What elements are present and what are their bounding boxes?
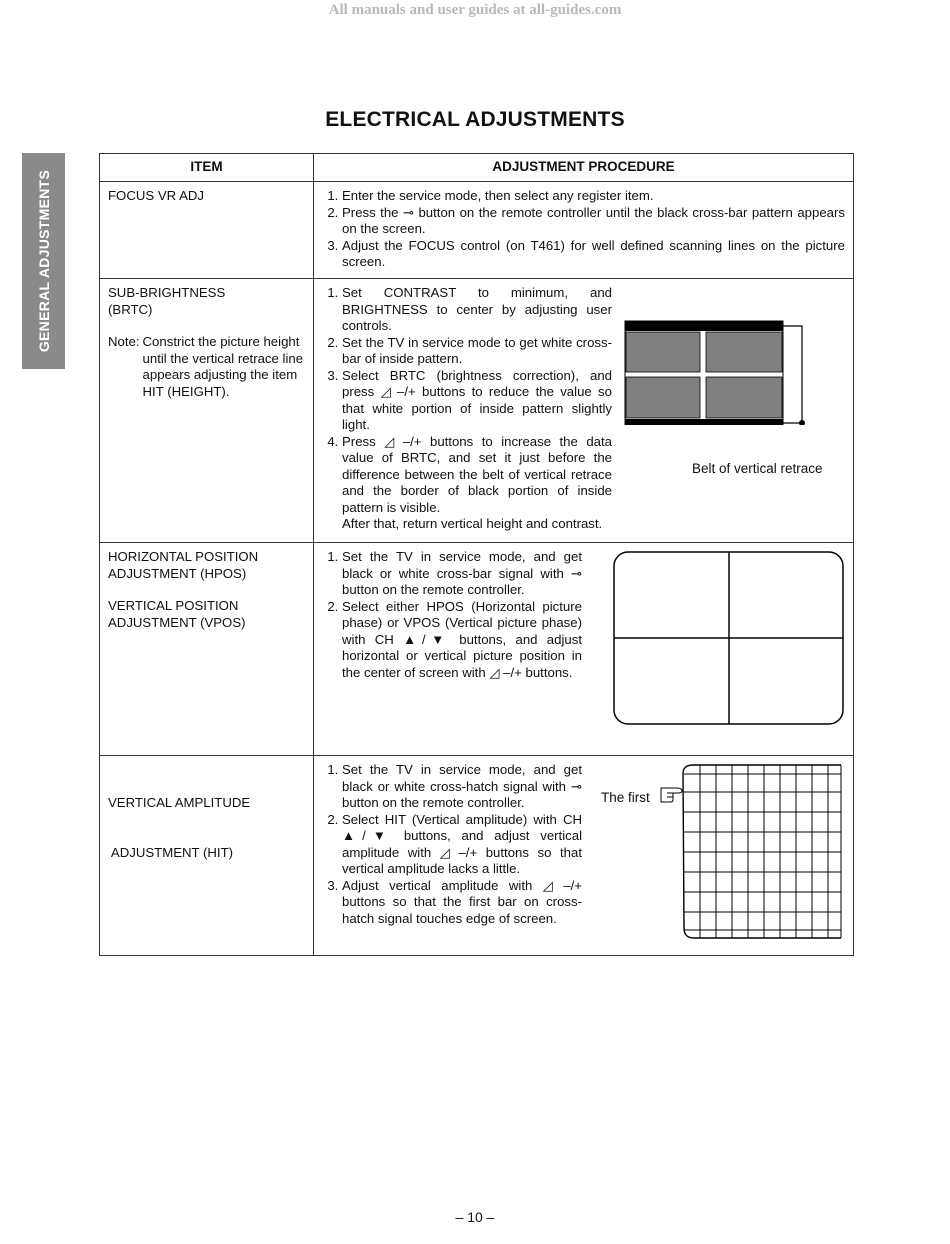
header-procedure: ADJUSTMENT PROCEDURE [314,154,854,182]
cross-hatch-figure [593,762,845,942]
item-subtitle: (BRTC) [108,301,153,317]
table-row-sub-brightness [100,279,854,543]
step: 1. Set the TV in service mode, and get black or white cross-hatch signal with ⊸ button on the remote controller. [342,762,582,812]
header-item: ITEM [100,154,314,182]
table-row-vertical-amplitude [100,756,854,956]
steps-list [322,285,612,533]
item-title: FOCUS VR ADJ [108,188,204,203]
cross-bar-pattern-diagram [620,285,845,425]
cross-hatch-diagram [593,762,845,942]
page-number: – 10 – [455,1209,495,1225]
the-first-label: The first [601,790,650,805]
step: 3. Adjust the FOCUS control (on T461) for well defined scanning lines on the picture screen. [342,238,845,271]
adjustment-table [99,153,854,956]
note-text: Constrict the picture height until the vertical retrace line appears adjusting the item HIT (HEIGHT). [142,334,304,399]
step: 2. Select either HPOS (Horizontal picture phase) or VPOS (Vertical picture phase) with CH ▲/▼ buttons, and adjust horizontal or vertical picture position in the center of screen with ◿ –/+ buttons. [342,599,582,682]
table-row-position [100,543,854,756]
item-subtitle: ADJUSTMENT (HPOS) [108,565,247,581]
step: 1. Set CONTRAST to minimum, and BRIGHTNESS to center by adjusting user controls. [342,285,612,335]
step: 2. Press the ⊸ button on the remote controller until the black cross-bar pattern appears on the screen. [342,205,845,238]
item-title: HORIZONTAL POSITION [108,549,259,564]
step: 3. Select BRTC (brightness correction), and press ◿ –/+ buttons to reduce the value so that white portion of inside pattern slightly light. [342,368,612,434]
procedure-cell [314,543,854,756]
item-cell [100,279,314,543]
item-title: SUB-BRIGHTNESS [108,285,226,300]
item-subtitle: ADJUSTMENT (VPOS) [108,614,246,630]
item-title: VERTICAL POSITION [108,598,239,613]
steps-list [322,549,582,729]
note-label: Note: [108,334,140,349]
procedure-cell [314,279,854,543]
table-row-focus [100,182,854,279]
table-header-row [100,154,854,182]
step: 1. Enter the service mode, then select any register item. [342,188,845,205]
page-title: ELECTRICAL ADJUSTMENTS [325,108,625,131]
item-cell [100,543,314,756]
side-tab-label: GENERAL ADJUSTMENTS [35,169,52,353]
steps-list [322,762,582,942]
item-subtitle: ADJUSTMENT (HIT) [108,844,234,860]
cross-bar-screen-figure [609,549,845,729]
side-tab [22,153,65,369]
procedure-cell [314,182,854,279]
watermark: All manuals and user guides at all-guides.com [328,2,622,18]
steps-list [322,188,845,271]
item-cell [100,182,314,279]
step: 4. Press ◿ –/+ buttons to increase the data value of BRTC, and set it just before the difference between the belt of vertical retrace and the border of black portion of inside pattern is visible. After that, return vertical height and contrast. [342,434,612,533]
item-note [108,334,305,400]
brightness-figure [620,285,845,476]
item-cell [100,756,314,956]
cross-bar-screen-diagram [609,549,845,729]
step: 1. Set the TV in service mode, and get black or white cross-bar signal with ⊸ button on the remote controller. [342,549,582,599]
pointing-hand-icon [661,788,682,802]
step: 2. Set the TV in service mode to get white cross-bar of inside pattern. [342,335,612,368]
procedure-cell [314,756,854,956]
belt-of-vertical-retrace-label: Belt of vertical retrace [692,461,823,476]
step: 3. Adjust vertical amplitude with ◿ –/+ buttons so that the first bar on cross-hatch signal touches edge of screen. [342,878,582,928]
item-title: VERTICAL AMPLITUDE [108,795,251,810]
step: 2. Select HIT (Vertical amplitude) with CH ▲/▼ buttons, and adjust vertical amplitude with ◿ –/+ buttons so that vertical amplitude lacks a little. [342,812,582,878]
